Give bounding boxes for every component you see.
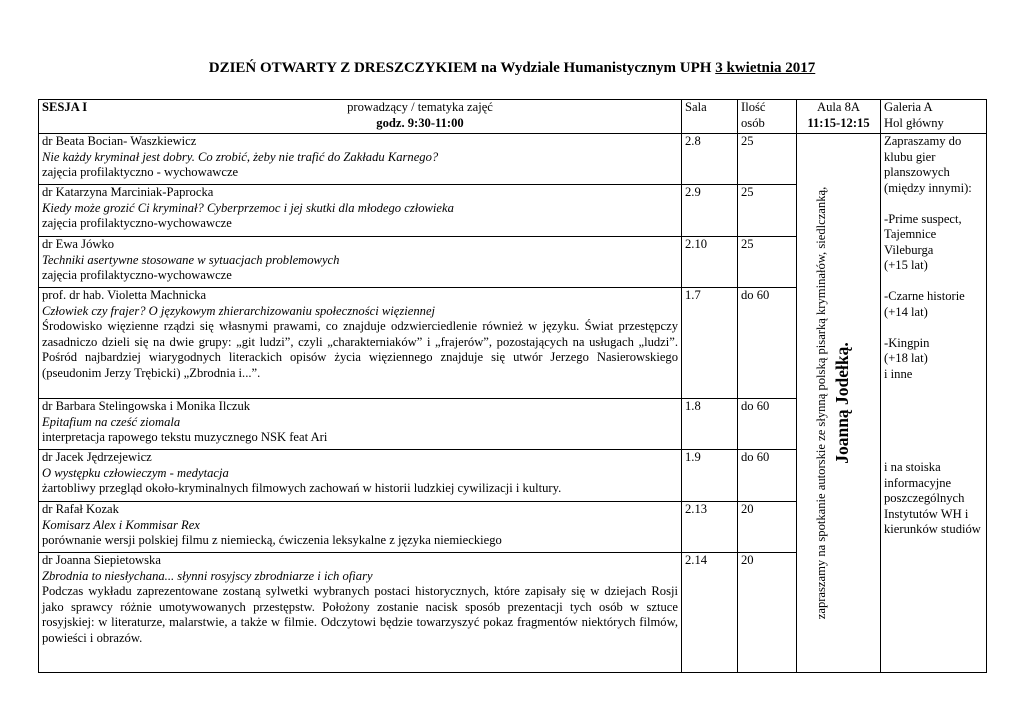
count-cell: do 60 bbox=[738, 288, 797, 399]
lecture-cell bbox=[39, 237, 682, 288]
room-cell: 2.8 bbox=[682, 134, 738, 185]
lecture-cell bbox=[39, 502, 682, 553]
description: zajęcia profilaktyczno-wychowawcze bbox=[42, 216, 232, 230]
lecturer: dr Ewa Jówko bbox=[42, 237, 115, 251]
lecturer: dr Beata Bocian- Waszkiewicz bbox=[42, 134, 197, 148]
topic: Zbrodnia to niesłychana... słynni rosyjscy zbrodniarze i ich ofiary bbox=[42, 568, 373, 583]
count-cell: 20 bbox=[738, 502, 797, 553]
lecture-cell bbox=[39, 450, 682, 502]
time-label: godz. 9:30-11:00 bbox=[376, 115, 464, 130]
lecturer: dr Jacek Jędrzejewicz bbox=[42, 450, 152, 464]
aula-label: Aula 8A bbox=[816, 100, 861, 114]
count-cell: 20 bbox=[738, 553, 797, 673]
leaders-label: prowadzący / tematyka zajęć bbox=[347, 100, 493, 114]
description: Podczas wykładu zaprezentowane zostaną sylwetki wybranych postaci historycznych, które zapisały się w dziejach Rosji jako sprawcy różnie umotywowanych przestępstw. Położony zostanie nacisk sposób prezentacji tych osób w sztuce rosyjskiej: w literaturze, malarstwie, a także w filmie. Odczytowi będzie towarzyszyć pokaz fragmentów niektórych filmów, powieści i obrazów. bbox=[42, 584, 678, 645]
galeria-more: i inne bbox=[884, 366, 913, 381]
header-count bbox=[738, 100, 797, 134]
count-label-2: osób bbox=[741, 115, 765, 130]
room-cell: 1.8 bbox=[682, 399, 738, 450]
aula-author: Joanną Jodełką. bbox=[831, 342, 852, 464]
lecturer: dr Rafał Kozak bbox=[42, 502, 119, 516]
topic: Komisarz Alex i Kommisar Rex bbox=[42, 517, 200, 532]
galeria-stands: i na stoiska informacyjne poszczególnych Instytutów WH i kierunków studiów bbox=[884, 460, 981, 536]
aula-cell bbox=[797, 134, 881, 673]
count-label-1: Ilość bbox=[741, 100, 766, 114]
header-row bbox=[39, 100, 987, 134]
topic: Człowiek czy frajer? O językowym zhierarchizowaniu społeczności więziennej bbox=[42, 303, 436, 318]
description: zajęcia profilaktyczno-wychowawcze bbox=[42, 268, 232, 282]
room-cell: 1.9 bbox=[682, 450, 738, 502]
room-cell: 1.7 bbox=[682, 288, 738, 399]
game-age: (+14 lat) bbox=[884, 304, 928, 319]
room-cell: 2.13 bbox=[682, 502, 738, 553]
topic: Kiedy może grozić Ci kryminał? Cyberprzemoc i jej skutki dla młodego człowieka bbox=[42, 200, 454, 215]
header-session-cell bbox=[39, 100, 682, 134]
description: żartobliwy przegląd około-kryminalnych filmowych zachowań w historii ludzkiej cywilizacji i kultury. bbox=[42, 481, 562, 495]
page-title bbox=[0, 60, 1024, 77]
count-cell: 25 bbox=[738, 134, 797, 185]
description: interpretacja rapowego tekstu muzycznego NSK feat Ari bbox=[42, 430, 328, 444]
description: zajęcia profilaktyczno - wychowawcze bbox=[42, 165, 239, 179]
aula-time: 11:15-12:15 bbox=[807, 115, 870, 130]
room-label: Sala bbox=[685, 100, 707, 114]
header-aula bbox=[797, 100, 881, 134]
header-galeria bbox=[881, 100, 987, 134]
lecturer: dr Joanna Siepietowska bbox=[42, 553, 161, 567]
topic: O występku człowieczym - medytacja bbox=[42, 465, 229, 480]
game-age: (+15 lat) bbox=[884, 258, 928, 272]
schedule-table bbox=[38, 99, 987, 673]
galeria-intro: Zapraszamy do klubu gier planszowych (między innymi): bbox=[884, 134, 972, 195]
topic: Epitafium na cześć ziomala bbox=[42, 414, 181, 429]
lecture-cell bbox=[39, 553, 682, 673]
game-age: (+18 lat) bbox=[884, 351, 928, 365]
lecturer: dr Katarzyna Marciniak-Paprocka bbox=[42, 185, 214, 199]
title-date: 3 kwietnia 2017 bbox=[715, 60, 816, 76]
session-label: SESJA I bbox=[42, 100, 88, 114]
lecturer: dr Barbara Stelingowska i Monika Ilczuk bbox=[42, 399, 251, 413]
room-cell: 2.10 bbox=[682, 237, 738, 288]
count-cell: do 60 bbox=[738, 450, 797, 502]
lecture-cell bbox=[39, 185, 682, 237]
count-cell: 25 bbox=[738, 185, 797, 237]
game-name: -Prime suspect, Tajemnice Vileburga bbox=[884, 211, 962, 257]
table-row bbox=[39, 134, 987, 185]
description: Środowisko więzienne rządzi się własnymi prawami, co znajduje odzwierciedlenie również w języku. Świat przestępczy zasadniczo dzieli się na dwie grupy: „git ludzi”, czyli „charakterniaków” i „frajerów”, pozostających na usługach „ludzi”. Pośród najbardziej wiarygodnych literackich opisów życia więziennego znajduje się utwór Jerzego Nasierowskiego (pseudonim Jerzy Trębicki) „Zbrodnia i...”. bbox=[42, 319, 678, 380]
lecture-cell bbox=[39, 134, 682, 185]
room-cell: 2.9 bbox=[682, 185, 738, 237]
lecture-cell bbox=[39, 399, 682, 450]
aula-invite: zapraszamy na spotkanie autorskie ze słynną polską pisarką kryminałów, siedlczanką, bbox=[813, 186, 828, 620]
lecture-cell bbox=[39, 288, 682, 399]
galeria-place: Hol główny bbox=[884, 115, 944, 130]
lecturer: prof. dr hab. Violetta Machnicka bbox=[42, 288, 207, 302]
title-main: DZIEŃ OTWARTY Z DRESZCZYKIEM na Wydziale Humanistycznym UPH bbox=[208, 60, 716, 76]
game-name: -Kingpin bbox=[884, 335, 930, 350]
galeria-cell bbox=[881, 134, 987, 673]
topic: Nie każdy kryminał jest dobry. Co zrobić, żeby nie trafić do Zakładu Karnego? bbox=[42, 149, 439, 164]
room-cell: 2.14 bbox=[682, 553, 738, 673]
game-name: -Czarne historie bbox=[884, 289, 965, 303]
header-room bbox=[682, 100, 738, 134]
description: porównanie wersji polskiej filmu z niemiecką, ćwiczenia leksykalne z języka niemieckiego bbox=[42, 533, 502, 547]
topic: Techniki asertywne stosowane w sytuacjach problemowych bbox=[42, 252, 340, 267]
galeria-label: Galeria A bbox=[884, 100, 933, 114]
count-cell: 25 bbox=[738, 237, 797, 288]
count-cell: do 60 bbox=[738, 399, 797, 450]
